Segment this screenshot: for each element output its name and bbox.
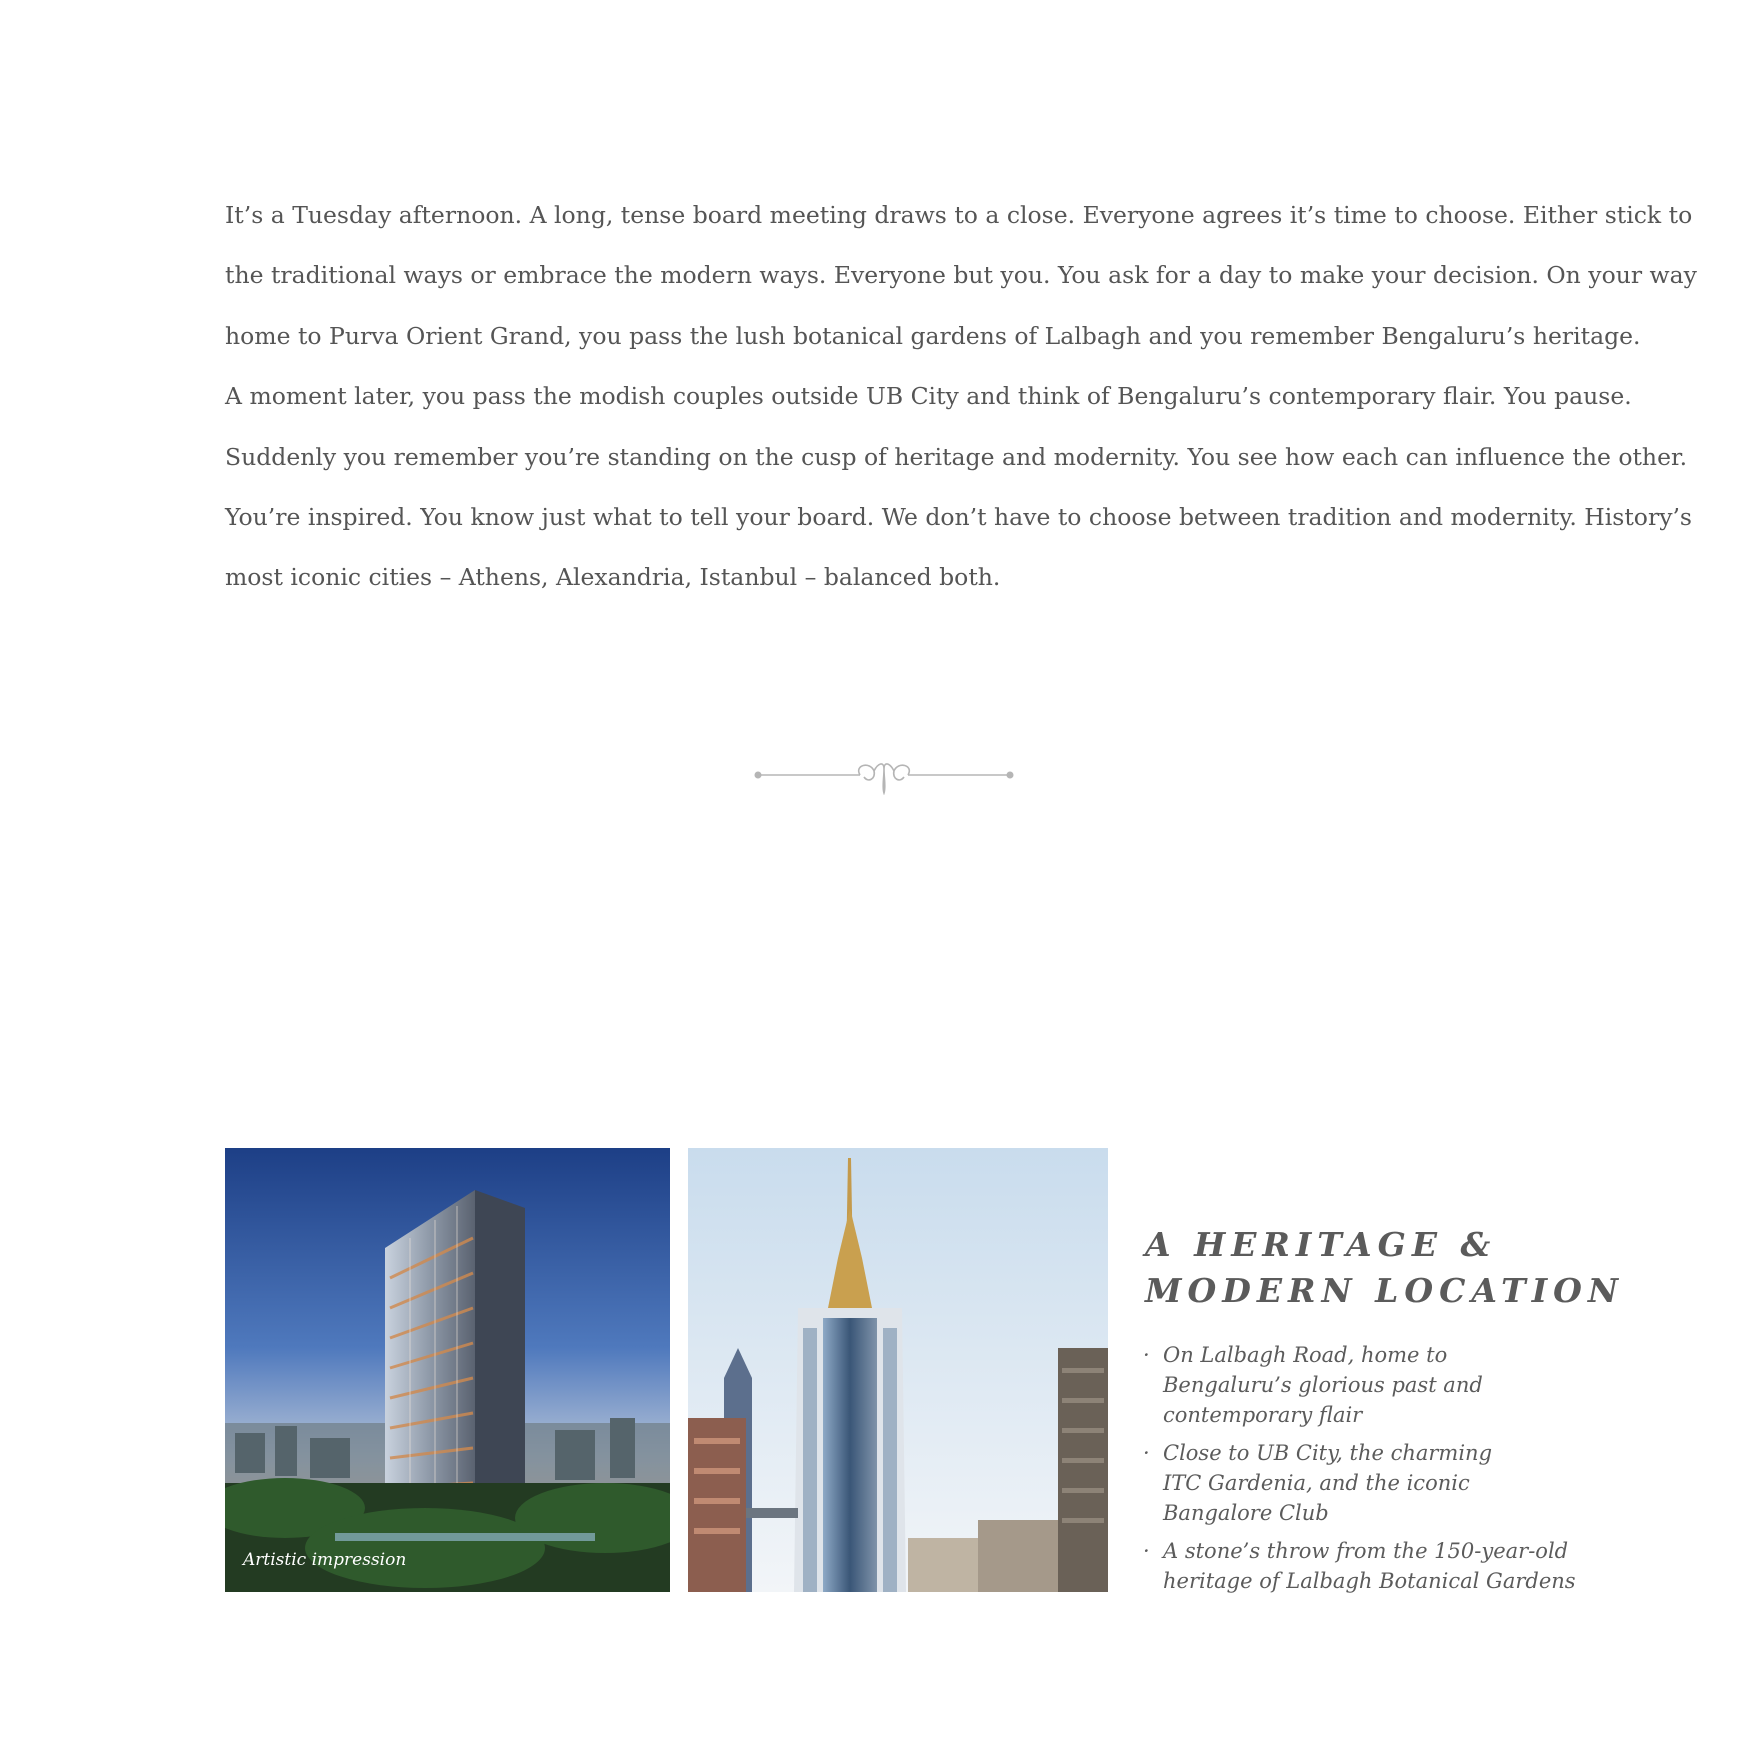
list-item (1143, 1340, 1543, 1430)
section-heading (1145, 1222, 1625, 1314)
list-item-line: heritage of Lalbagh Botanical Gardens (1163, 1569, 1576, 1593)
list-item-line: Close to UB City, the charming (1163, 1441, 1493, 1465)
list-item-line: Bengaluru’s glorious past and (1163, 1373, 1483, 1397)
intro-line: Suddenly you remember you’re standing on the cusp of heritage and modernity. You see how each can influence the other. (225, 442, 1688, 471)
section-heading-line: MODERN LOCATION (1145, 1271, 1625, 1310)
image-caption: Artistic impression (243, 1550, 407, 1570)
list-item-line: ITC Gardenia, and the iconic (1163, 1471, 1470, 1495)
section-heading-line: A HERITAGE & (1145, 1225, 1497, 1264)
list-item (1143, 1536, 1576, 1596)
list-item-line: Bangalore Club (1163, 1501, 1329, 1525)
intro-line: home to Purva Orient Grand, you pass the lush botanical gardens of Lalbagh and you remember Bengaluru’s heritage. (225, 321, 1641, 350)
bullet-icon: · (1143, 1441, 1150, 1465)
intro-line: It’s a Tuesday afternoon. A long, tense board meeting draws to a close. Everyone agrees it’s time to choose. Either stick to (225, 201, 1693, 229)
list-item (1143, 1438, 1543, 1528)
intro-line: the traditional ways or embrace the modern ways. Everyone but you. You ask for a day to make your decision. On your way (225, 261, 1697, 290)
building-render-image (225, 1148, 670, 1592)
intro-line: A moment later, you pass the modish couples outside UB City and think of Bengaluru’s contemporary flair. You pause. (225, 382, 1632, 411)
list-item-line: On Lalbagh Road, home to (1163, 1343, 1448, 1367)
flourish-divider-icon (752, 755, 1016, 795)
ub-city-tower-image (688, 1148, 1108, 1592)
intro-line: most iconic cities – Athens, Alexandria, Istanbul – balanced both. (225, 563, 1001, 592)
intro-line: You’re inspired. You know just what to tell your board. We don’t have to choose between tradition and modernity. History’s (225, 502, 1692, 531)
feature-list (1143, 1340, 1576, 1604)
list-item-line: A stone’s throw from the 150-year-old (1163, 1539, 1569, 1563)
bullet-icon: · (1143, 1539, 1150, 1563)
list-item-line: contemporary flair (1163, 1403, 1363, 1427)
bullet-icon: · (1143, 1343, 1150, 1367)
intro-paragraph (225, 185, 1697, 608)
